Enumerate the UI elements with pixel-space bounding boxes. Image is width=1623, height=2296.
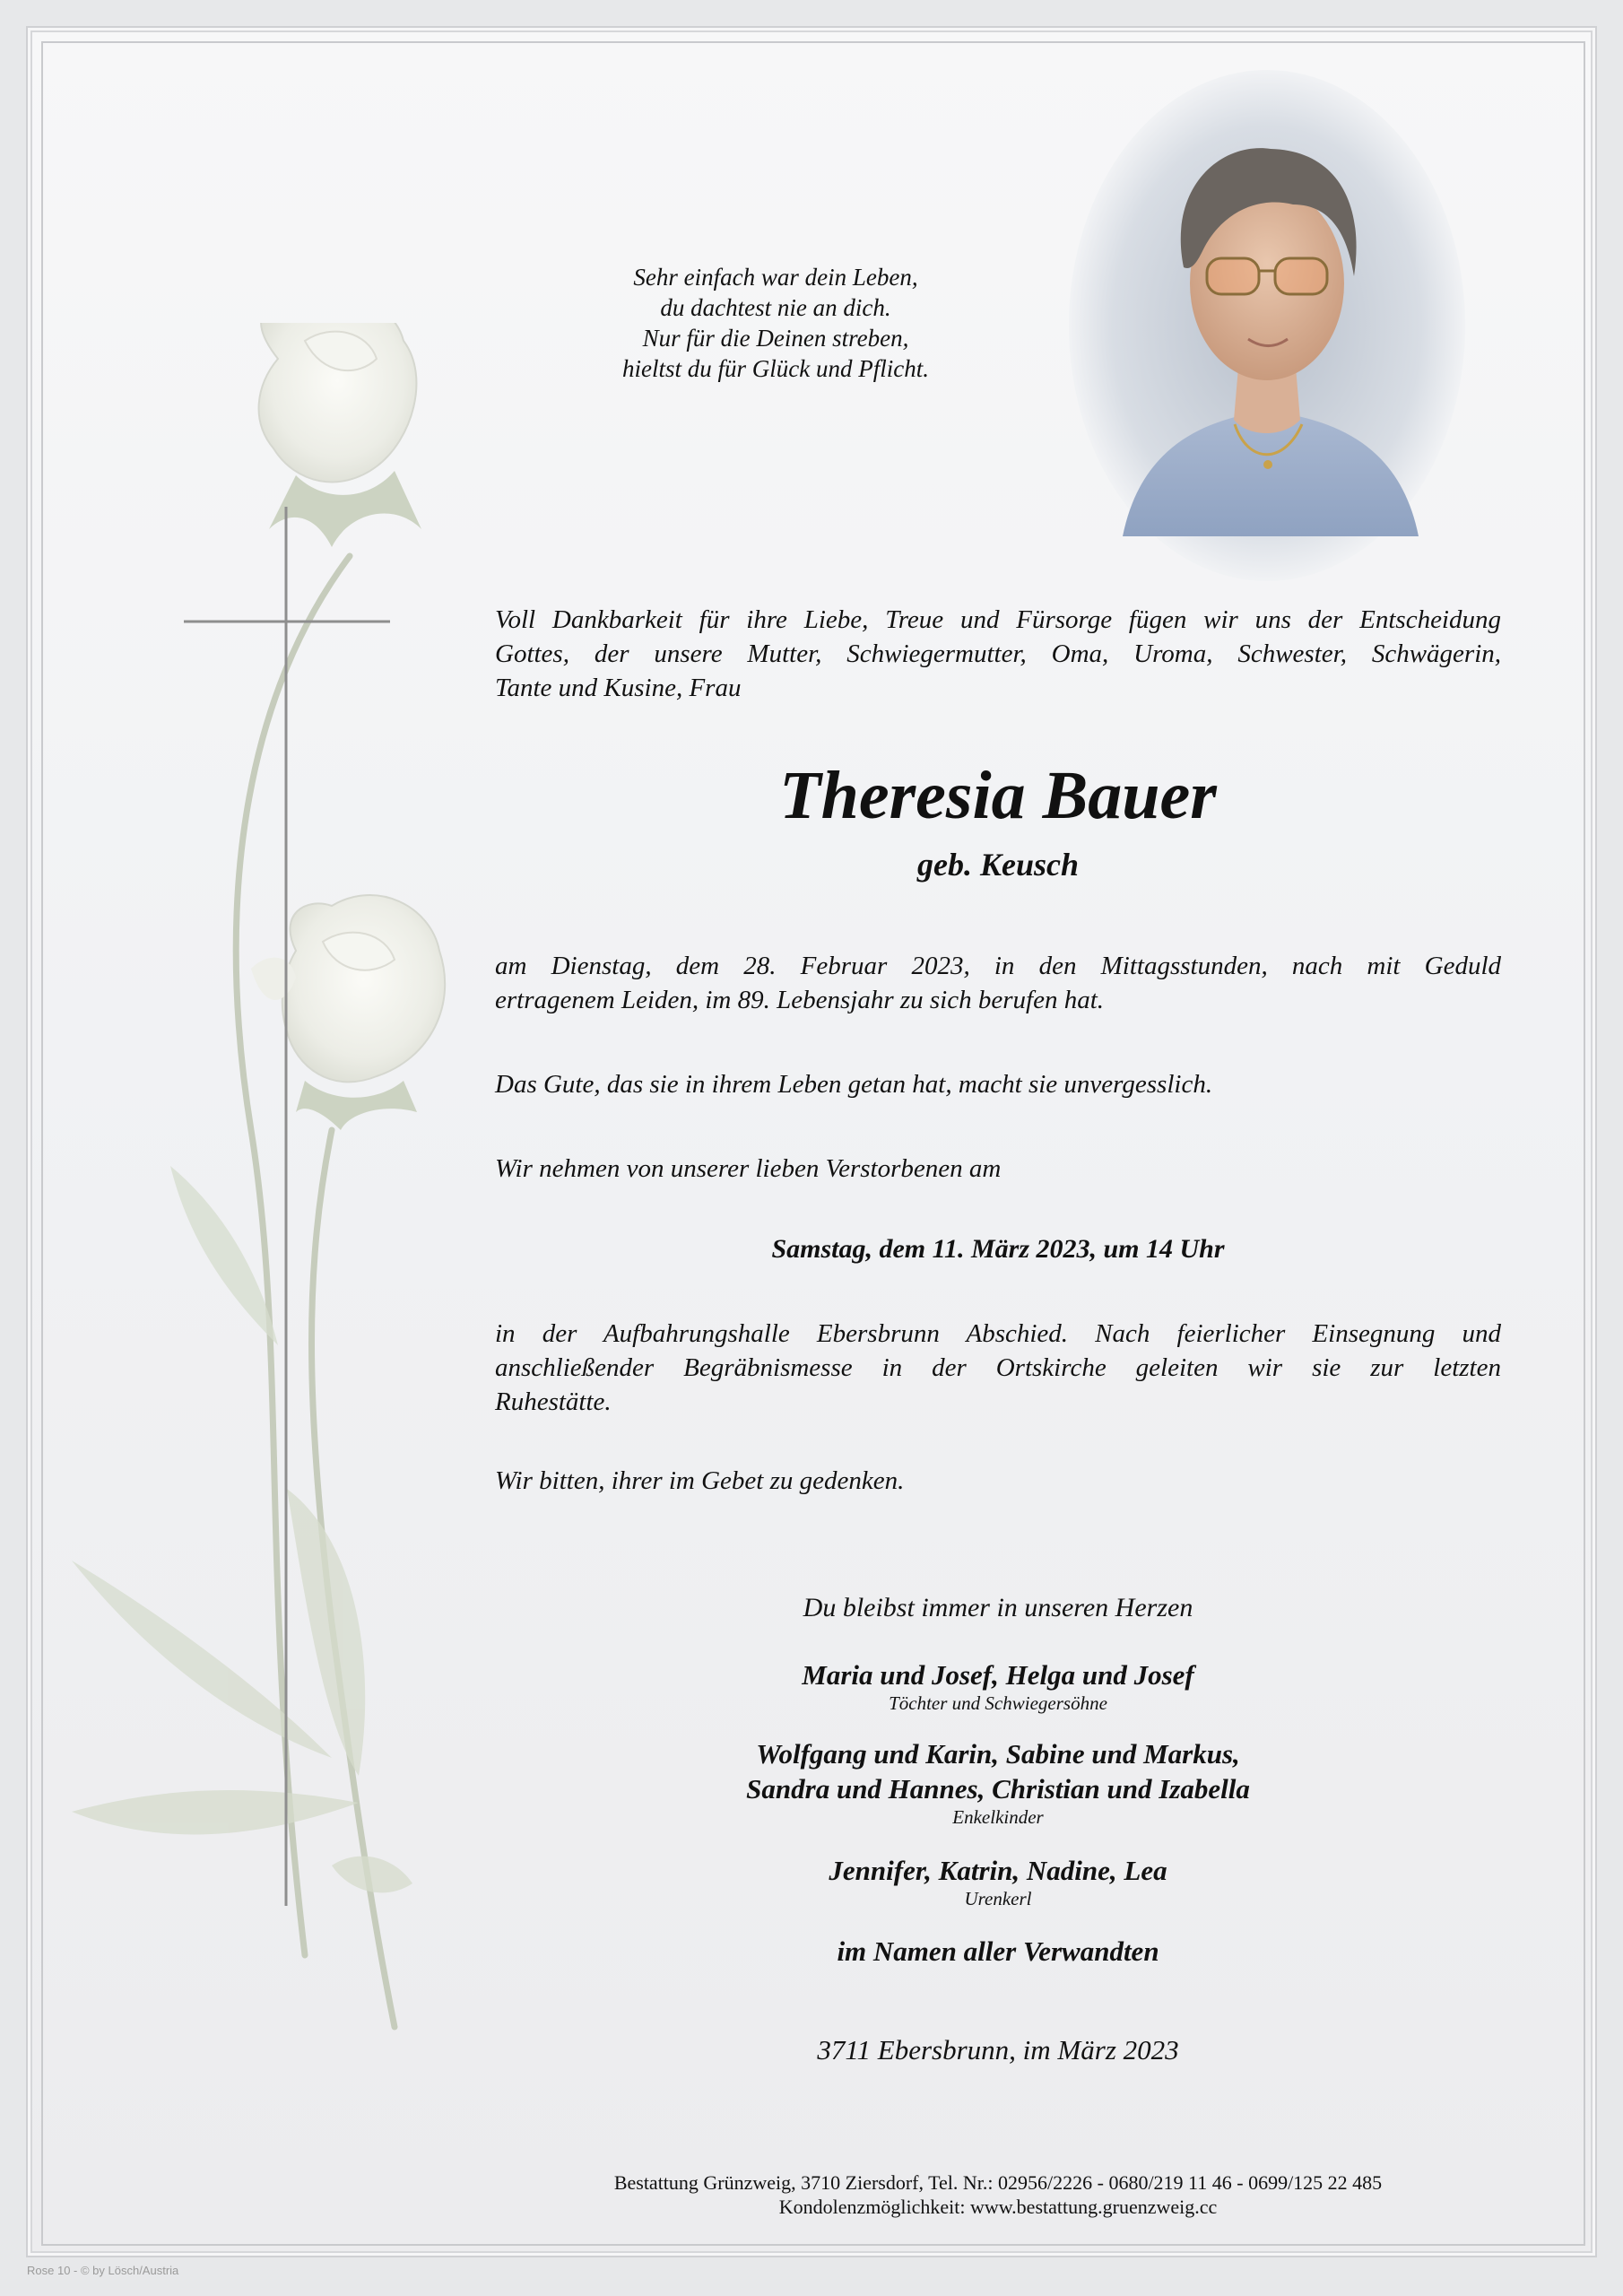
farewell-intro: Wir nehmen von unserer lieben Verstorbenen am xyxy=(495,1154,1002,1183)
maiden-name: geb. Keusch xyxy=(917,847,1079,883)
mourner-role: Töchter und Schwiegersöhne xyxy=(889,1692,1107,1714)
family-daughters xyxy=(495,1657,1501,1714)
poem-line: hieltst du für Glück und Pflicht. xyxy=(622,355,929,382)
poem-line: du dachtest nie an dich. xyxy=(660,294,891,321)
mourner-names: Maria und Josef, Helga und Josef xyxy=(802,1659,1194,1691)
rose-icon xyxy=(259,323,421,547)
image-credit: Rose 10 - © by Lösch/Austria xyxy=(27,2264,179,2277)
portrait-photo xyxy=(1069,70,1465,581)
mourner-names: Jennifer, Katrin, Nadine, Lea xyxy=(829,1855,1167,1886)
intro-paragraph xyxy=(495,603,1501,705)
family-great-grandchildren xyxy=(495,1853,1501,1909)
death-line: ertragenem Leiden, im 89. Lebensjahr zu sich berufen hat. xyxy=(495,986,1105,1014)
poem xyxy=(502,262,1049,384)
footer-contact: Bestattung Grünzweig, 3710 Ziersdorf, Tel. Nr.: 02956/2226 - 0680/219 11 46 - 0699/125 22 485 xyxy=(613,2171,1383,2194)
funeral-home-footer xyxy=(495,2170,1501,2219)
mourner-role: Enkelkinder xyxy=(952,1806,1044,1828)
intro-line: Gottes, der unsere Mutter, Schwiegermutter, Oma, Uroma, Schwester, Schwägerin, xyxy=(495,639,1501,668)
ceremony-paragraph xyxy=(495,1317,1501,1419)
mourner-role: Urenkerl xyxy=(964,1888,1032,1909)
prayer-text: Wir bitten, ihrer im Gebet zu gedenken. xyxy=(495,1466,905,1495)
leaf-set xyxy=(72,1166,412,1892)
place-date: 3711 Ebersbrunn, im März 2023 xyxy=(817,2034,1179,2066)
ceremony-line: in der Aufbahrungshalle Ebersbrunn Abschied. Nach feierlicher Einsegnung und xyxy=(495,1319,1501,1348)
rose-icon-lower xyxy=(251,895,445,1130)
ceremony-line: anschließender Begräbnismesse in der Ortskirche geleiten wir sie zur letzten xyxy=(495,1353,1501,1382)
footer-condolence-link[interactable]: Kondolenzmöglichkeit: www.bestattung.gruenzweig.cc xyxy=(778,2196,1218,2218)
intro-line: Voll Dankbarkeit für ihre Liebe, Treue und Fürsorge fügen wir uns der Entscheidung xyxy=(495,605,1501,634)
death-line: am Dienstag, dem 28. Februar 2023, in den Mittagsstunden, nach mit Geduld xyxy=(495,952,1501,980)
mourner-names: Wolfgang und Karin, Sabine und Markus, xyxy=(756,1738,1240,1770)
deceased-name: Theresia Bauer xyxy=(779,758,1217,833)
rose-cross-decoration xyxy=(36,323,466,2117)
portrait-illustration xyxy=(1069,70,1465,581)
memory-text: Das Gute, das sie in ihrem Leben getan hat, macht sie unvergesslich. xyxy=(495,1070,1213,1099)
poem-line: Sehr einfach war dein Leben, xyxy=(633,264,918,291)
funeral-date: Samstag, dem 11. März 2023, um 14 Uhr xyxy=(771,1234,1225,1264)
ceremony-line: Ruhestätte. xyxy=(495,1387,612,1416)
death-paragraph xyxy=(495,949,1501,1017)
mourner-names: Sandra und Hannes, Christian und Izabella xyxy=(746,1773,1250,1805)
poem-line: Nur für die Deinen streben, xyxy=(642,325,909,352)
hearts-line: Du bleibst immer in unseren Herzen xyxy=(803,1593,1193,1622)
closing-line: im Namen aller Verwandten xyxy=(837,1935,1159,1967)
family-grandchildren xyxy=(495,1736,1501,1828)
intro-line: Tante und Kusine, Frau xyxy=(495,674,742,702)
